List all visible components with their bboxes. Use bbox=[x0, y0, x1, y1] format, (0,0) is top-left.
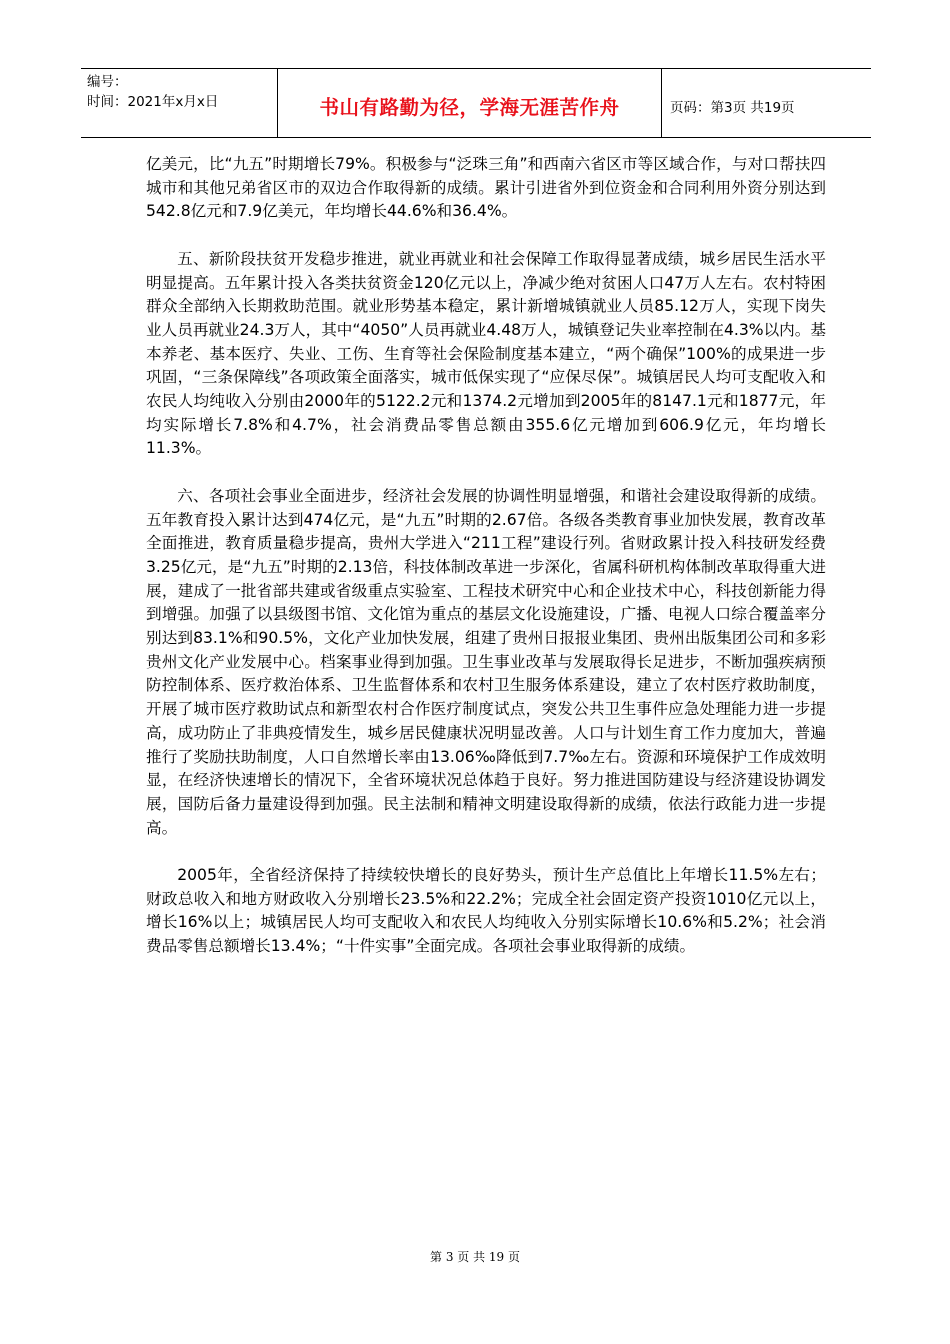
page-footer: 第 3 页 共 19 页 bbox=[430, 1250, 520, 1264]
header-motto: 书山有路勤为径，学海无涯苦作舟 bbox=[278, 69, 662, 137]
paragraph-3: 六、各项社会事业全面进步，经济社会发展的协调性明显增强，和谐社会建设取得新的成绩。五年教育投入累计达到474亿元，是“九五”时期的2.67倍。各级各类教育事业加快发展，教育改革全面推进，教育质量稳步提高，贵州大学进入“211工程”建设行列。省财政累计投入科技研发经费3.25亿元，是“九五”时期的2.13倍，科技体制改革进一步深化，省属科研机构体制改革取得重大进展，建成了一批省部共建或省级重点实验室、工程技术研究中心和企业技术中心，科技创新能力得到增强。加强了以县级图书馆、文化馆为重点的基层文化设施建设，广播、电视人口综合覆盖率分别达到83.1%和90.5%，文化产业加快发展，组建了贵州日报报业集团、贵州出版集团公司和多彩贵州文化产业发展中心。档案事业得到加强。卫生事业改革与发展取得长足进步，不断加强疾病预防控制体系、医疗救治体系、卫生监督体系和农村卫生服务体系建设，建立了农村医疗救助制度，开展了城市医疗救助试点和新型农村合作医疗制度试点，突发公共卫生事件应急处理能力进一步提高，成功防止了非典疫情发生，城乡居民健康状况明显改善。人口与计划生育工作力度加大，普遍推行了奖励扶助制度，人口自然增长率由13.06‰降低到7.7‰左右。资源和环境保护工作成效明显，在经济快速增长的情况下，全省环境状况总体趋于良好。努力推进国防建设与经济建设协调发展，国防后备力量建设得到加强。民主法制和精神文明建设取得新的成绩，依法行政能力进一步提高。 bbox=[146, 486, 826, 837]
document-body bbox=[146, 153, 826, 983]
header-page-info: 页码：第3页 共19页 bbox=[670, 100, 795, 116]
code-label: 编号： bbox=[87, 74, 128, 90]
header-meta bbox=[81, 69, 278, 137]
paragraph-2: 五、新阶段扶贫开发稳步推进，就业再就业和社会保障工作取得显著成绩，城乡居民生活水平明显提高。五年累计投入各类扶贫资金120亿元以上，净减少绝对贫困人口47万人左右。农村特困群众全部纳入长期救助范围。就业形势基本稳定，累计新增城镇就业人员85.12万人，实现下岗失业人员再就业24.3万人，其中“4050”人员再就业4.48万人，城镇登记失业率控制在4.3%以内。基本养老、基本医疗、失业、工伤、生育等社会保险制度基本建立，“两个确保”100%的成果进一步巩固，“三条保障线”各项政策全面落实，城市低保实现了“应保尽保”。城镇居民人均可支配收入和农民人均纯收入分别由2000年的5122.2元和1374.2元增加到2005年的8147.1元和1877元，年均实际增长7.8%和4.7%，社会消费品零售总额由355.6亿元增加到606.9亿元，年均增长11.3%。 bbox=[146, 249, 826, 458]
paragraph-4: 2005年，全省经济保持了持续较快增长的良好势头，预计生产总值比上年增长11.5%左右；财政总收入和地方财政收入分别增长23.5%和22.2%；完成全社会固定资产投资1010亿元以上，增长16%以上；城镇居民人均可支配收入和农民人均纯收入分别实际增长10.6%和5.2%；社会消费品零售总额增长13.4%；“十件实事”全面完成。各项社会事业取得新的成绩。 bbox=[146, 866, 826, 956]
time-label: 时间：2021年x月x日 bbox=[87, 94, 219, 110]
paragraph-1: 亿美元，比“九五”时期增长79%。积极参与“泛珠三角”和西南六省区市等区域合作，与对口帮扶四城市和其他兄弟省区市的双边合作取得新的成绩。累计引进省外到位资金和合同利用外资分别达到542.8亿元和7.9亿美元，年均增长44.6%和36.4%。 bbox=[146, 155, 826, 221]
page-header bbox=[81, 68, 871, 138]
